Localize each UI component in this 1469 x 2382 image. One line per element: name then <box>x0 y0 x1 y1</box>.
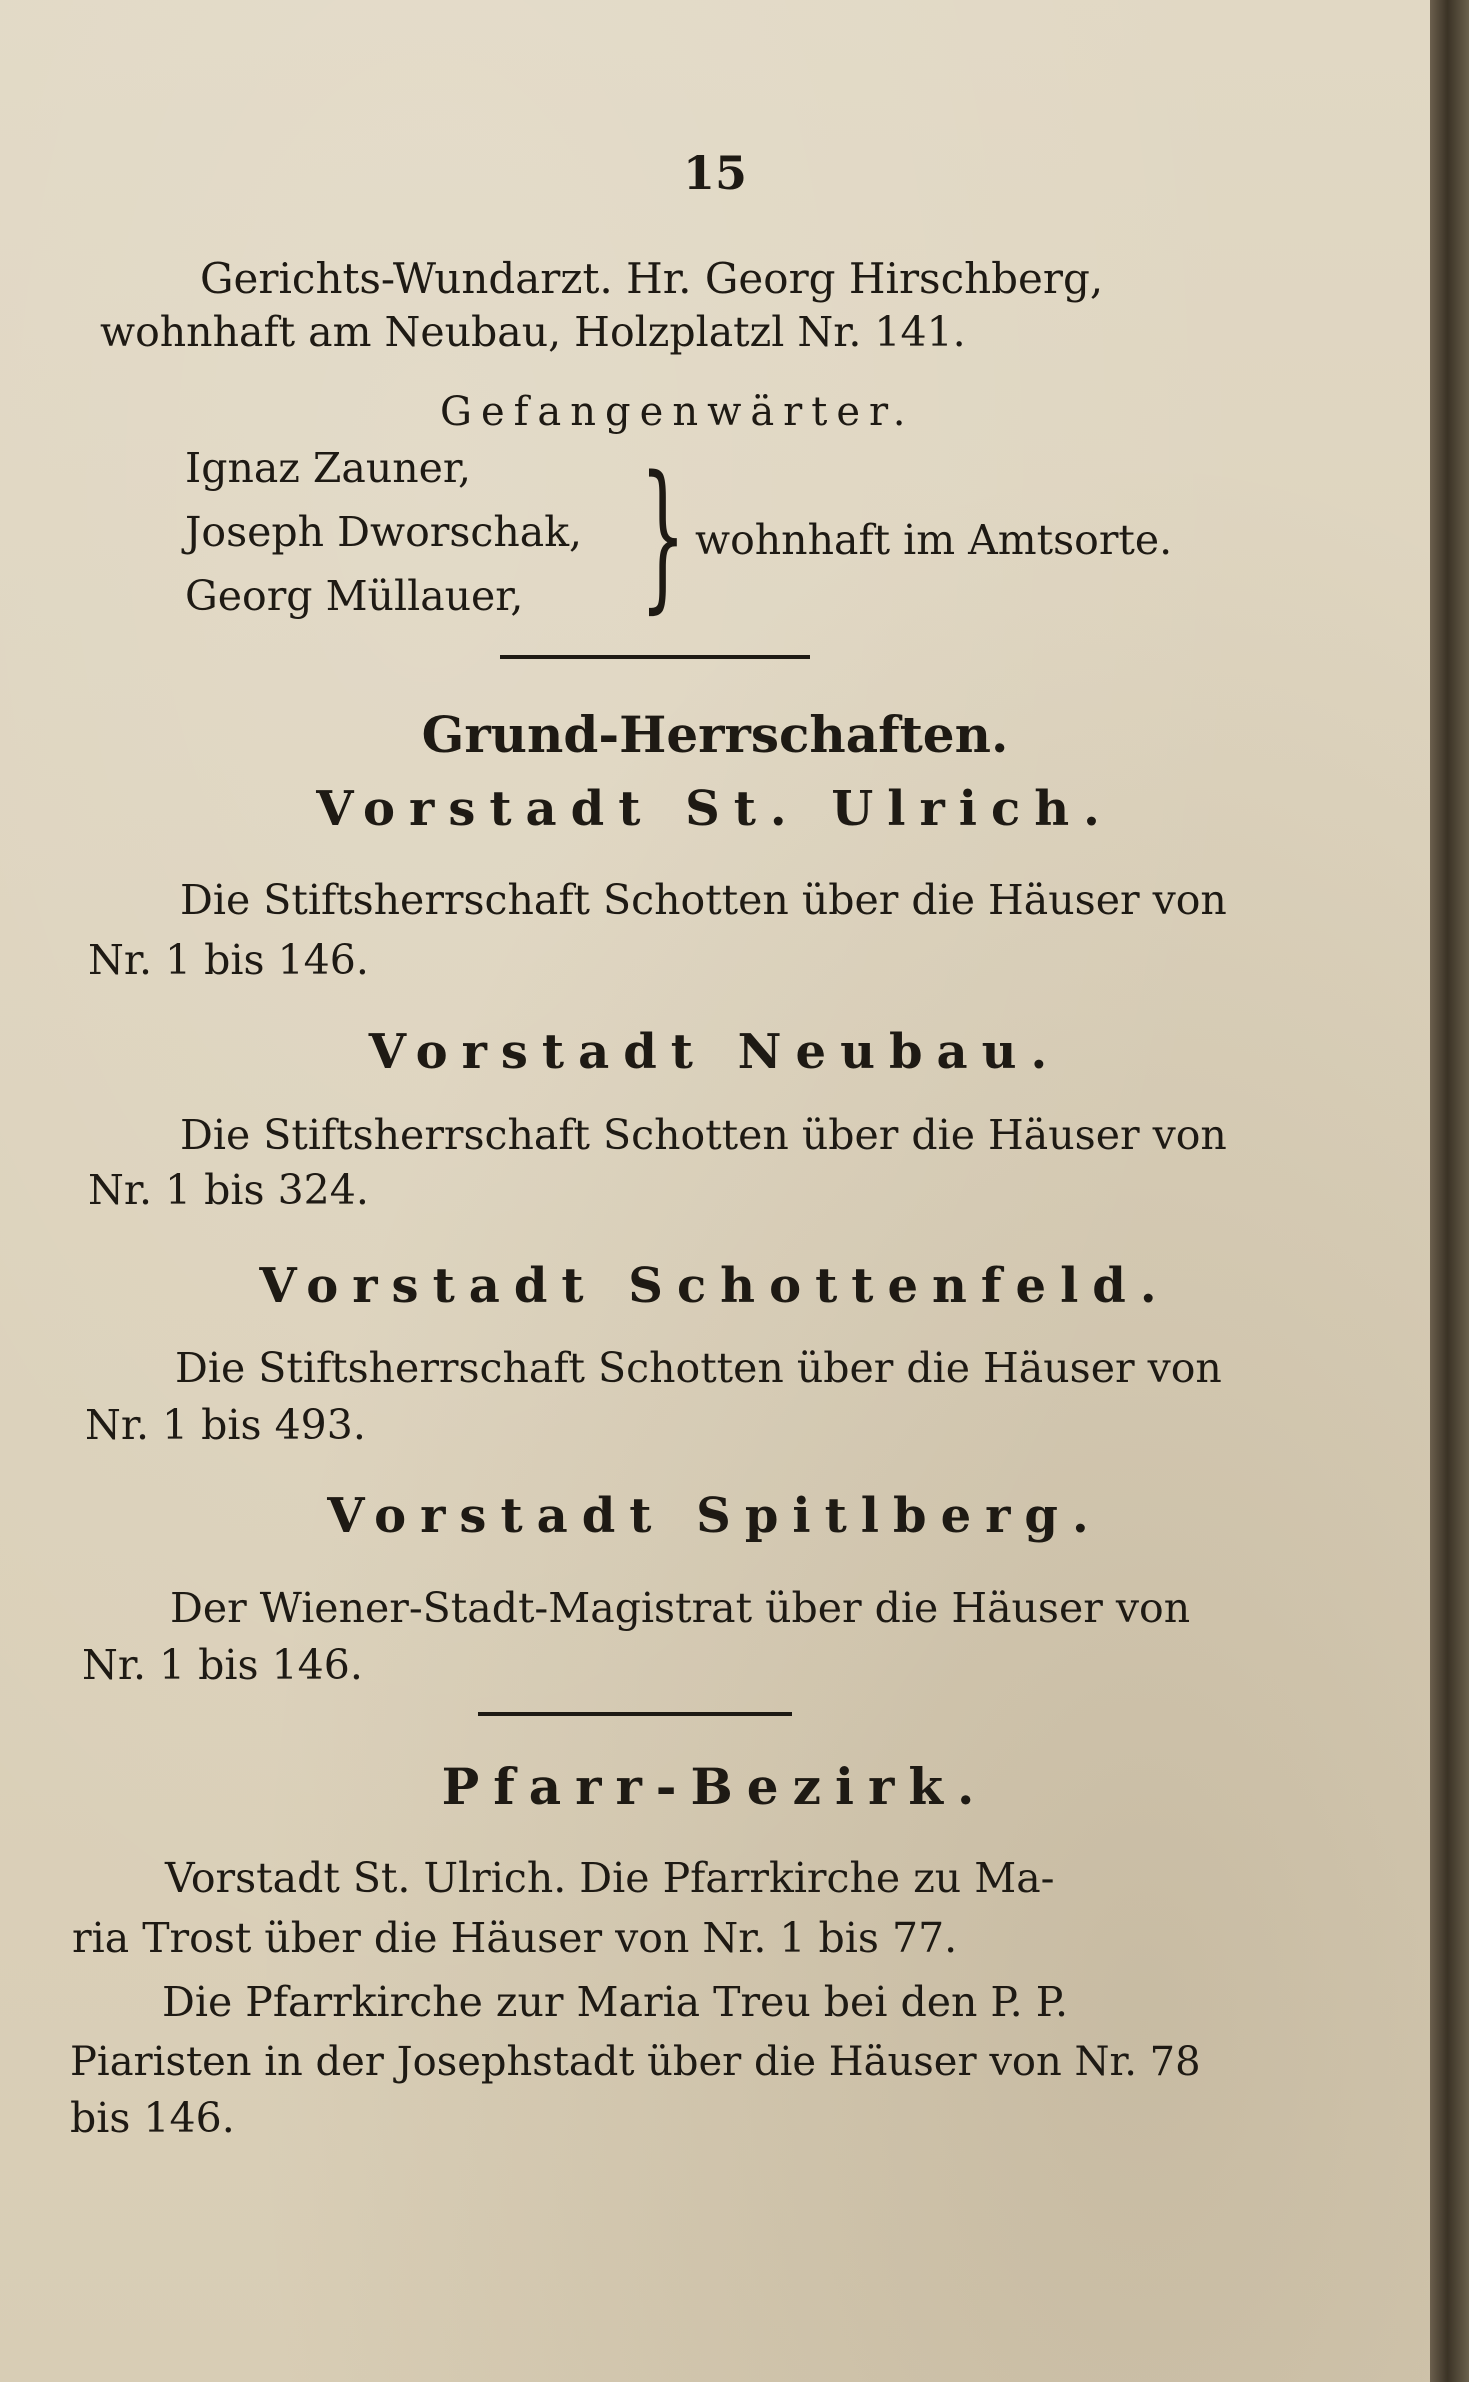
section-1-heading: Vorstadt St. Ulrich. <box>316 781 1114 837</box>
grund-title: Grund-Herrschaften. <box>421 705 1009 764</box>
guard-name-3: Georg Müllauer, <box>185 572 524 620</box>
pfarr-line-2: ria Trost über die Häuser von Nr. 1 bis 77. <box>72 1914 958 1962</box>
page-number: 15 <box>682 146 747 200</box>
section-1-line-2: Nr. 1 bis 146. <box>88 936 369 984</box>
guard-name-1: Ignaz Zauner, <box>185 444 472 492</box>
header-line-2: wohnhaft am Neubau, Holzplatzl Nr. 141. <box>100 308 966 356</box>
section-1-line-1: Die Stiftsherrschaft Schotten über die Häuser von <box>180 876 1227 924</box>
page-edge <box>1430 0 1469 2382</box>
section-3-line-1: Die Stiftsherrschaft Schotten über die Häuser von <box>175 1344 1222 1392</box>
guards-title: Gefangenwärter. <box>440 389 915 435</box>
section-4-line-2: Nr. 1 bis 146. <box>82 1641 363 1689</box>
section-2-line-1: Die Stiftsherrschaft Schotten über die Häuser von <box>180 1111 1227 1159</box>
header-line-1: Gerichts-Wundarzt. Hr. Georg Hirschberg, <box>200 254 1104 303</box>
divider-1 <box>500 655 810 659</box>
pfarr-title: Pfarr-Bezirk. <box>441 1757 989 1816</box>
pfarr-line-1: Vorstadt St. Ulrich. Die Pfarrkirche zu Ma- <box>165 1854 1055 1902</box>
section-3-heading: Vorstadt Schottenfeld. <box>259 1258 1171 1314</box>
section-2-heading: Vorstadt Neubau. <box>368 1024 1062 1080</box>
pfarr-line-3: Die Pfarrkirche zur Maria Treu bei den P. P. <box>162 1978 1069 2026</box>
pfarr-line-4: Piaristen in der Josephstadt über die Häuser von Nr. 78 <box>70 2039 1201 2085</box>
guards-address: wohnhaft im Amtsorte. <box>695 516 1173 564</box>
section-3-line-2: Nr. 1 bis 493. <box>85 1401 366 1449</box>
section-4-heading: Vorstadt Spitlberg. <box>327 1488 1103 1544</box>
pfarr-line-5: bis 146. <box>70 2094 235 2142</box>
curly-brace: } <box>640 441 686 628</box>
guard-name-2: Joseph Dworschak, <box>185 508 583 556</box>
section-2-line-2: Nr. 1 bis 324. <box>88 1166 369 1214</box>
section-4-line-1: Der Wiener-Stadt-Magistrat über die Häuser von <box>170 1584 1191 1632</box>
divider-2 <box>478 1712 792 1716</box>
